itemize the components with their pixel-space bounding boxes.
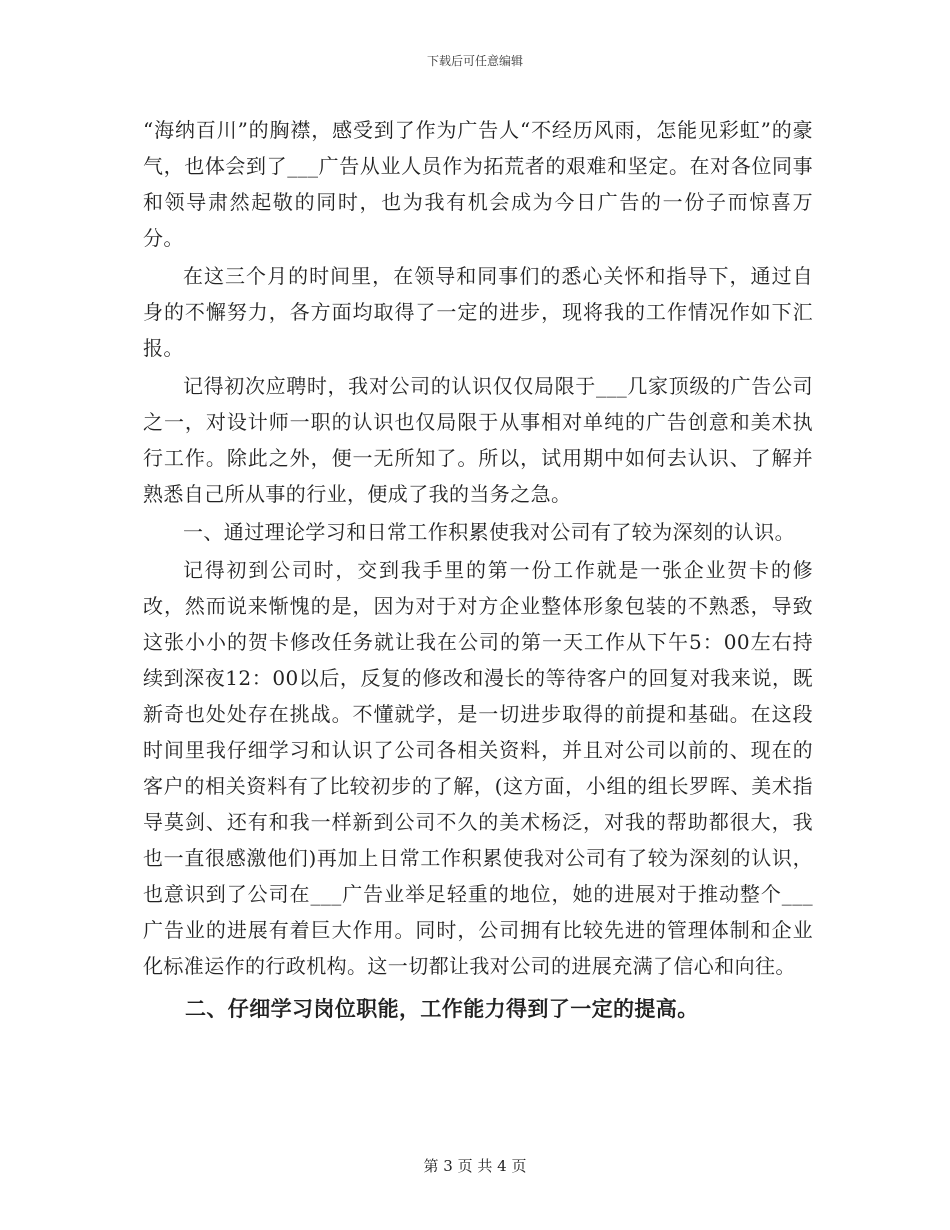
paragraph-first-application: 记得初次应聘时，我对公司的认识仅仅局限于___几家顶级的广告公司之一，对设计师一职的认识也仅局限于从事相对单纯的广告创意和美术执行工作。除此之外，便一无所知了。所以，试用期中如何去认识、了解并熟悉自己所从事的行业，便成了我的当务之急。 — [143, 374, 813, 506]
paragraph-three-months: 在这三个月的时间里，在领导和同事们的悉心关怀和指导下，通过自身的不懈努力，各方面均取得了一定的进步，现将我的工作情况作如下汇报。 — [143, 264, 813, 360]
paragraph-first-day: 记得初到公司时，交到我手里的第一份工作就是一张企业贺卡的修改，然而说来惭愧的是，因为对于对方企业整体形象包装的不熟悉，导致这张小小的贺卡修改任务就让我在公司的第一天工作从下午5：00左右持续到深夜12：00以后，反复的修改和漫长的等待客户的回复对我来说，既新奇也处处存在挑战。不懂就学，是一切进步取得的前提和基础。在这段时间里我仔细学习和认识了公司各相关资料，并且对公司以前的、现在的客户的相关资料有了比较初步的了解，(这方面，小组的组长罗晖、美术指导莫剑、还有和我一样新到公司不久的美术杨泛，对我的帮助都很大，我也一直很感激他们)再加上日常工作积累使我对公司有了较为深刻的认识，也意识到了公司在___广告业举足轻重的地位，她的进展对于推动整个___广告业的进展有着巨大作用。同时，公司拥有比较先进的管理体制和企业化标准运作的行政机构。这一切都让我对公司的进展充满了信心和向往。 — [143, 558, 813, 978]
section-one-heading: 一、通过理论学习和日常工作积累使我对公司有了较为深刻的认识。 — [183, 520, 795, 544]
section-two-heading: 二、仔细学习岗位职能，工作能力得到了一定的提高。 — [185, 996, 699, 1021]
page-header: 下载后可任意编辑 — [426, 54, 523, 68]
page-footer: 第 3 页 共 4 页 — [423, 1157, 527, 1175]
document-body — [143, 112, 813, 1030]
paragraph-continuation: “海纳百川”的胸襟，感受到了作为广告人“不经历风雨，怎能见彩虹”的豪气，也体会到了___广告从业人员作为拓荒者的艰难和坚定。在对各位同事和领导肃然起敬的同时，也为我有机会成为今日广告的一份子而惊喜万分。 — [143, 118, 813, 250]
